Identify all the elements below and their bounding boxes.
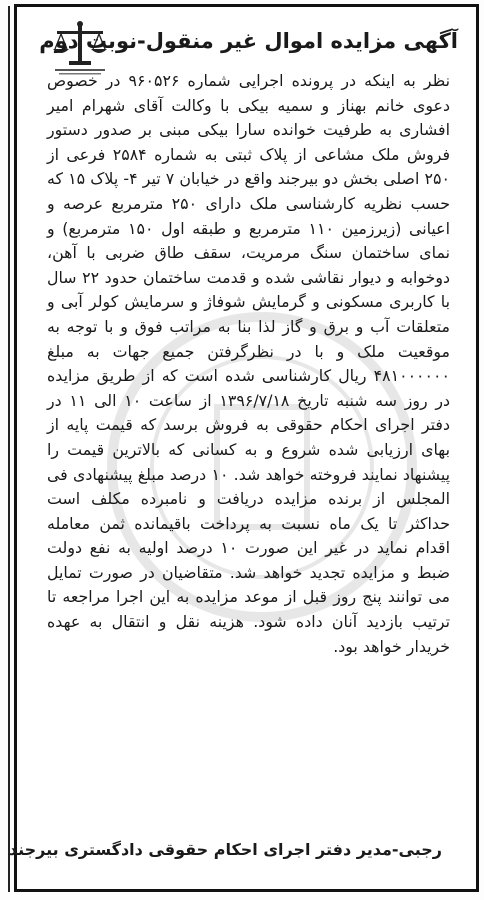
- notice-signature: رجبی-مدیر دفتر اجرای احکام حقوقی دادگستری بیرجند: [8, 840, 442, 859]
- notice-body: [47, 69, 450, 659]
- notice-box: [8, 4, 479, 892]
- column-divider: [8, 6, 10, 892]
- notice-title: آگهی مزایده اموال غیر منقول-نوبت دوم: [39, 29, 458, 53]
- notice-paragraph: نظر به اینکه در پرونده اجرایی شماره ۹۶۰۵۲۶ در خصوص دعوی خانم بهناز و سمیه بیکی با وکالت آقای شهرام امیر افشاری به طرفیت خوانده سارا بیکی مبنی بر صدور دستور فروش ملک مشاعی از پلاک ثبتی به شماره ۲۵۸۴ فرعی از ۲۵۰ اصلی بخش دو بیرجند واقع در خیابان ۷ تیر ۴- پلاک ۱۵ که حسب نظریه کارشناسی ملک دارای ۲۵۰ مترمربع عرصه و اعیانی (زیرزمین ۱۱۰ مترمربع و طبقه اول ۱۵۰ مترمربع) و نمای ساختمان سنگ مرمریت، سقف طاق ضربی با آهن، دوخوابه و دیوار نقاشی شده و قدمت ساختمان حدود ۲۲ سال با کاربری مسکونی و گرمایش شوفاژ و سرمایش کولر آبی و متعلقات آب و برق و گاز لذا بنا به مراتب فوق و با توجه به موقعیت ملک و با در نظرگرفتن جمیع جهات به مبلغ ۴۸۱۰۰۰۰۰۰ ریال کارشناسی شده است که از طریق مزایده در روز سه شنبه تاریخ ۱۳۹۶/۷/۱۸ از ساعت ۱۰ الی ۱۱ در دفتر اجرای احکام حقوقی به فروش برسد که قیمت پایه از بهای ارزیابی شده شروع و به کسانی که بالاترین قیمت را پیشنهاد نمایند فروخته خواهد شد. ۱۰ درصد مبلغ پیشنهادی فی المجلس از برنده مزایده دریافت و نامبرده مکلف است حداکثر تا یک ماه نسبت به پرداخت باقیمانده ثمن معامله اقدام نماید در غیر این صورت ۱۰ درصد اولیه به نفع دولت ضبط و مزایده تجدید خواهد شد. متقاضیان در صورت تمایل می توانند پنج روز قبل از موعد مزایده به این اجرا مراجعه تا ترتیب بازدید آنان داده شود. هزینه نقل و انتقال به عهده خریدار خواهد بود.: [47, 71, 451, 656]
